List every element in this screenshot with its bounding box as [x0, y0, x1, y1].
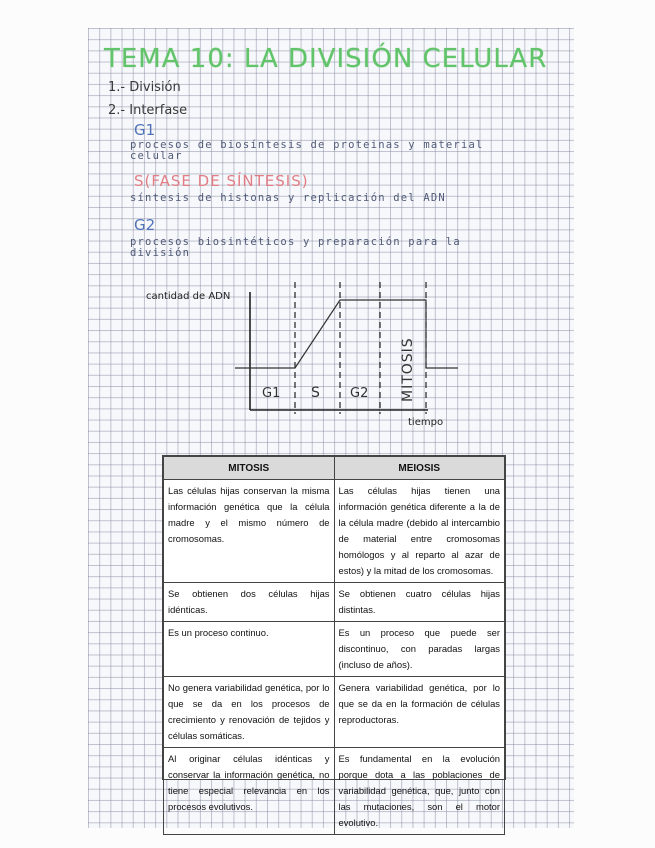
table-row — [164, 622, 505, 677]
table-header-row — [164, 457, 505, 480]
phase-g1-heading: G1 — [134, 121, 156, 139]
graph-phase-mitosis: MITOSIS — [400, 337, 416, 402]
list-item-2 — [108, 103, 187, 118]
table-cell: Al originar células idénticas y conservar la información genética, no tiene especial relevancia en los procesos evolutivos. — [164, 748, 335, 835]
dna-curve — [235, 300, 458, 368]
table-cell: Se obtienen cuatro células hijas distintas. — [334, 583, 505, 622]
table-cell: Se obtienen dos células hijas idénticas. — [164, 583, 335, 622]
list-number: 2.- — [108, 103, 126, 118]
mitosis-meiosis-table — [162, 455, 506, 828]
page-title: TEMA 10: LA DIVISIÓN CELULAR — [104, 44, 548, 74]
table-cell: Es un proceso que puede ser discontinuo, con paradas largas (incluso de años). — [334, 622, 505, 677]
table-cell: Es fundamental en la evolución porque dota a las poblaciones de variabilidad genética, que, junto con las mutaciones, son el motor evolutivo. — [334, 748, 505, 835]
phase-g2-note-line2: división — [130, 247, 191, 259]
phase-g1-note-line2: celular — [130, 150, 183, 162]
phase-s-note-line1: síntesis de histonas y replicación del ADN — [130, 192, 446, 204]
list-number: 1.- — [108, 80, 126, 95]
table-cell: Es un proceso continuo. — [164, 622, 335, 677]
phase-s-heading: S(FASE DE SÍNTESIS) — [134, 172, 309, 190]
graph-phase-s: S — [311, 385, 320, 401]
table-row — [164, 480, 505, 583]
dna-graph — [140, 272, 470, 422]
table-row — [164, 748, 505, 835]
header-mitosis: MITOSIS — [164, 457, 335, 480]
phase-g2-note-line1: procesos biosintéticos y preparación para la — [130, 236, 461, 248]
header-meiosis: MEIOSIS — [334, 457, 505, 480]
graph-phase-g2: G2 — [350, 386, 369, 401]
graph-ylabel: cantidad de ADN — [146, 291, 231, 302]
table-cell: Genera variabilidad genética, por lo que se da en la formación de células reproductoras. — [334, 677, 505, 748]
list-label: Interfase — [129, 103, 188, 118]
phase-g2-heading: G2 — [134, 216, 156, 234]
table-cell: Las células hijas tienen una información genética diferente a la de la célula madre (debido al intercambio de material entre cromosomas homólogos y al reparto al azar de estos) y la mitad de los cromosomas. — [334, 480, 505, 583]
list-label: División — [129, 80, 181, 95]
graph-phase-g1: G1 — [262, 386, 281, 401]
phase-g1-note-line1: procesos de biosíntesis de proteinas y material — [130, 139, 484, 151]
table-cell: Las células hijas conservan la misma información genética que la célula madre y el mismo número de cromosomas. — [164, 480, 335, 583]
table-row — [164, 677, 505, 748]
table-row — [164, 583, 505, 622]
graph-xlabel: tiempo — [408, 417, 444, 428]
list-item-1 — [108, 80, 181, 95]
table-cell: No genera variabilidad genética, por lo que se da en los procesos de crecimiento y renovación de tejidos y células somáticas. — [164, 677, 335, 748]
